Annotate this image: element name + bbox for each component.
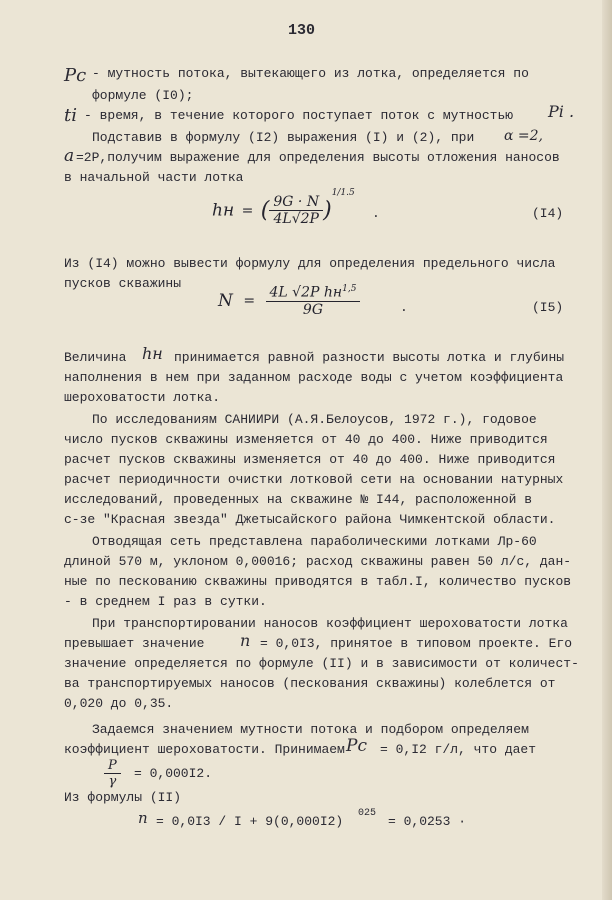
text-line-13: число пусков скважины изменяется от 40 до 400. Ниже приводится bbox=[64, 432, 548, 447]
symbol-a: a bbox=[64, 146, 75, 166]
formula15-eq: = bbox=[243, 292, 256, 309]
text-line-18: Отводящая сеть представлена параболическими лотками Лр-60 bbox=[92, 534, 537, 549]
text-line-9a: Величина bbox=[64, 350, 127, 365]
symbol-pi: Pi . bbox=[548, 102, 575, 121]
formula15-den: 9G bbox=[266, 301, 361, 318]
text-line-28b: = 0,I2 г/л, что дает bbox=[380, 742, 537, 757]
symbol-pc-2: Pc bbox=[346, 736, 367, 756]
text-line-15: расчет периодичности очистки лотковой сети на основании натурных bbox=[64, 472, 564, 487]
text-line-19: длиной 570 м, уклоном 0,00016; расход скважины равен 50 л/с, дан- bbox=[64, 554, 572, 569]
text-line-16: исследований, проведенных на скважине № I44, расположенной в bbox=[64, 492, 533, 507]
formula14-fraction bbox=[269, 194, 323, 227]
formula14-label: (I4) bbox=[532, 206, 564, 221]
formula-14 bbox=[212, 187, 355, 227]
text-line-9b: принимается равной разности высоты лотка и глубины bbox=[174, 350, 565, 365]
formula14-lparen: ( bbox=[260, 198, 270, 223]
formula14-exp: 1/1.5 bbox=[331, 187, 355, 198]
symbol-alpha: α =2, bbox=[504, 128, 543, 144]
formula15-label: (I5) bbox=[532, 300, 564, 315]
text-line-23b: = 0,0I3, принятое в типовом проекте. Его bbox=[260, 636, 573, 651]
text-line-6: в начальной части лотка bbox=[64, 170, 244, 185]
text-line-31-end: = 0,0253 · bbox=[388, 814, 467, 829]
formula14-lhs: hн bbox=[212, 200, 235, 221]
symbol-ti: ti bbox=[64, 105, 77, 126]
ratio-num: P bbox=[108, 758, 117, 773]
page-number: 130 bbox=[288, 22, 316, 39]
ratio-den: γ bbox=[104, 773, 121, 789]
formula15-lhs: N bbox=[218, 290, 233, 311]
formula14-den: 4L√2P bbox=[269, 210, 323, 227]
text-line-17: с-зе "Красная звезда" Джетысайского района Чимкентской области. bbox=[64, 512, 556, 527]
formula14-rparen: ) bbox=[323, 198, 332, 223]
symbol-n: n bbox=[240, 631, 251, 650]
formula15-num bbox=[266, 284, 361, 301]
text-line-8: пусков скважины bbox=[64, 276, 182, 291]
text-line-20: ные по пескованию скважины приводятся в табл.I, количество пусков bbox=[64, 574, 572, 589]
text-line-25: ва транспортируемых наносов (пескования скважины) колеблется от bbox=[64, 676, 556, 691]
text-line-21: - в среднем I раз в сутки. bbox=[64, 594, 267, 609]
symbol-pc: Pc bbox=[64, 65, 87, 86]
text-line-10: наполнения в нем при заданном расходе воды с учетом коэффициента bbox=[64, 370, 564, 385]
text-line-4: Подставив в формулу (I2) выражения (I) и (2), при bbox=[92, 130, 475, 145]
symbol-hn: hн bbox=[142, 344, 163, 363]
text-line-5: =2P,получим выражение для определения высоты отложения наносов bbox=[76, 150, 560, 165]
text-line-31-sup: 025 bbox=[358, 808, 377, 819]
formula14-eq: = bbox=[241, 202, 254, 219]
formula15-num-exp: 1,5 bbox=[342, 284, 357, 294]
text-line-2: формуле (I0); bbox=[92, 88, 194, 103]
ratio-fraction bbox=[104, 758, 121, 789]
text-line-22: При транспортировании наносов коэффициент шероховатости лотка bbox=[92, 616, 568, 631]
formula15-num-text: 4L √2P hн bbox=[269, 284, 343, 301]
text-line-3: - время, в течение которого поступает поток с мутностью bbox=[84, 108, 514, 123]
formula14-dot: . bbox=[372, 206, 380, 221]
text-line-29: = 0,000I2. bbox=[134, 766, 213, 781]
text-line-28a: коэффициент шероховатости. Принимаем bbox=[64, 742, 345, 757]
text-line-31: = 0,0I3 / I + 9(0,000I2) bbox=[156, 814, 344, 829]
formula15-fraction bbox=[266, 284, 361, 318]
text-line-1: - мутность потока, вытекающего из лотка, определяется по bbox=[92, 66, 529, 81]
text-line-30: Из формулы (II) bbox=[64, 790, 182, 805]
text-line-23a: превышает значение bbox=[64, 636, 205, 651]
text-line-12: По исследованиям САНИИРИ (А.Я.Белоусов, 1972 г.), годовое bbox=[92, 412, 537, 427]
text-line-7: Из (I4) можно вывести формулу для определения предельного числа bbox=[64, 256, 556, 271]
text-line-14: расчет пусков скважины изменяется от 40 до 400. Ниже приводится bbox=[64, 452, 556, 467]
formula14-num: 9G · N bbox=[273, 194, 320, 210]
text-line-26: 0,020 до 0,35. bbox=[64, 696, 174, 711]
ratio-frac bbox=[104, 758, 121, 789]
page-edge-shadow bbox=[602, 0, 612, 900]
text-line-27: Задаемся значением мутности потока и подбором определяем bbox=[92, 722, 529, 737]
formula15-dot: . bbox=[400, 300, 408, 315]
formula-15 bbox=[218, 284, 360, 318]
text-line-24: значение определяется по формуле (II) и в зависимости от количест- bbox=[64, 656, 579, 671]
symbol-n-2: n bbox=[138, 809, 148, 827]
text-line-11: шероховатости лотка. bbox=[64, 390, 221, 405]
